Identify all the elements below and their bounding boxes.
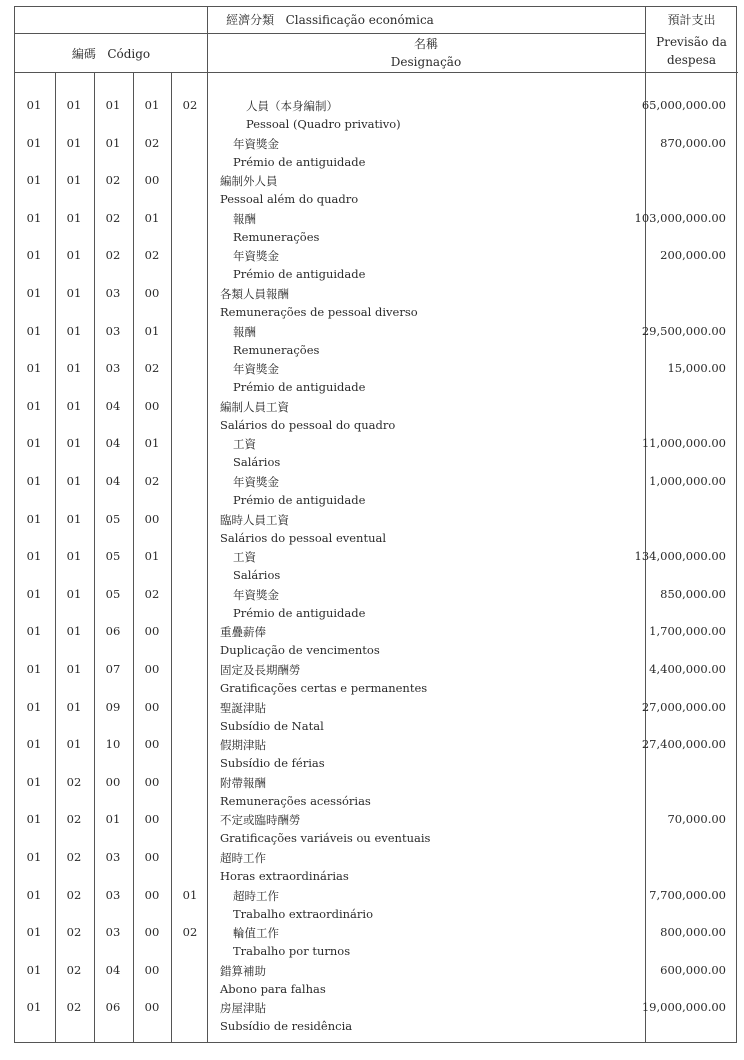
code-cell: 02 — [105, 210, 121, 225]
designation-pt: Salários do pessoal do quadro — [220, 417, 396, 432]
code-cell: 01 — [66, 135, 82, 150]
designation-pt: Duplicação de vencimentos — [220, 643, 380, 658]
amount: 29,500,000.00 — [641, 323, 726, 338]
designation-pt: Subsídio de residência — [220, 1019, 353, 1034]
amount: 1,700,000.00 — [649, 624, 726, 639]
amount: 1,000,000.00 — [649, 474, 726, 488]
amount: 11,000,000.00 — [641, 436, 726, 451]
table-row — [15, 396, 738, 434]
code-cell: 02 — [66, 850, 82, 864]
code-cell: 00 — [144, 286, 160, 300]
code-cell: 01 — [26, 962, 42, 977]
designation-zh: 工資 — [233, 550, 256, 565]
code-cell: 02 — [105, 173, 121, 188]
code-cell: 02 — [182, 98, 198, 112]
code-cell: 01 — [66, 699, 82, 714]
code-cell: 01 — [26, 925, 42, 940]
table-row — [15, 772, 738, 810]
table-row — [15, 283, 738, 321]
designation-zh: 編制人員工資 — [220, 399, 289, 414]
table-row — [15, 960, 738, 998]
forecast-pt-line2: despesa — [666, 53, 717, 67]
amount: 800,000.00 — [660, 925, 726, 940]
designation-header — [207, 35, 645, 71]
code-cell: 00 — [144, 1000, 160, 1015]
code-cell: 03 — [105, 850, 121, 864]
code-cell: 02 — [144, 248, 160, 263]
code-cell: 01 — [105, 98, 121, 112]
code-cell: 00 — [144, 962, 160, 977]
amount: 15,000.00 — [667, 361, 726, 376]
table-row — [15, 734, 738, 772]
code-cell: 01 — [66, 286, 82, 300]
code-cell: 02 — [144, 586, 160, 601]
table-row — [15, 922, 738, 960]
designation-zh: 年資獎金 — [233, 362, 279, 377]
code-cell: 01 — [26, 699, 42, 714]
table-row — [15, 321, 738, 359]
code-cell: 01 — [26, 586, 42, 601]
code-header: 編碼 Código — [71, 47, 151, 61]
amount: 19,000,000.00 — [641, 1000, 726, 1015]
designation-zh: 假期津貼 — [220, 738, 266, 753]
code-cell: 00 — [144, 662, 160, 676]
code-cell: 02 — [66, 774, 82, 789]
amount: 27,000,000.00 — [641, 699, 726, 714]
designation-pt: Prémio de antiguidade — [233, 605, 366, 620]
designation-pt: Prémio de antiguidade — [233, 154, 366, 169]
table-row — [15, 621, 738, 659]
code-cell: 04 — [105, 474, 121, 488]
code-cell: 00 — [144, 511, 160, 526]
code-cell: 02 — [182, 925, 198, 940]
code-cell: 01 — [66, 436, 82, 451]
code-cell: 03 — [105, 887, 121, 902]
designation-zh: 超時工作 — [233, 888, 279, 903]
code-cell: 05 — [105, 511, 121, 526]
amount: 4,400,000.00 — [649, 662, 726, 676]
code-cell: 01 — [66, 586, 82, 601]
designation-pt: Prémio de antiguidade — [233, 267, 366, 282]
code-cell: 04 — [105, 436, 121, 451]
code-cell: 01 — [66, 511, 82, 526]
amount: 70,000.00 — [667, 812, 726, 827]
code-cell: 01 — [105, 135, 121, 150]
designation-zh: 年資獎金 — [233, 249, 279, 264]
code-cell: 01 — [66, 662, 82, 676]
code-cell: 00 — [144, 624, 160, 639]
designation-zh: 名稱 — [413, 37, 438, 51]
code-cell: 01 — [66, 98, 82, 112]
designation-pt: Trabalho extraordinário — [233, 906, 373, 921]
designation-zh: 編制外人員 — [220, 174, 278, 189]
code-cell: 01 — [26, 850, 42, 864]
code-cell: 00 — [144, 398, 160, 413]
designation-pt: Subsídio de Natal — [220, 718, 324, 733]
table-row — [15, 997, 738, 1035]
code-cell: 01 — [144, 323, 160, 338]
code-cell: 01 — [66, 173, 82, 188]
code-cell: 09 — [105, 699, 121, 714]
code-cell: 10 — [105, 737, 121, 752]
table-row — [15, 809, 738, 847]
code-cell: 01 — [26, 248, 42, 263]
code-cell: 01 — [26, 210, 42, 225]
designation-pt: Pessoal (Quadro privativo) — [246, 117, 401, 131]
table-row — [15, 471, 738, 509]
table-row — [15, 847, 738, 885]
table-row — [15, 546, 738, 584]
code-cell: 01 — [26, 323, 42, 338]
code-cell: 01 — [26, 436, 42, 451]
code-cell: 01 — [66, 323, 82, 338]
code-cell: 01 — [144, 98, 160, 112]
designation-pt: Salários — [233, 455, 281, 470]
amount: 870,000.00 — [660, 135, 726, 150]
code-cell: 01 — [26, 511, 42, 526]
designation-zh: 年資獎金 — [233, 475, 279, 489]
designation-pt: Salários — [233, 568, 281, 583]
code-cell: 01 — [26, 624, 42, 639]
designation-pt: Remunerações — [233, 342, 320, 357]
code-cell: 00 — [144, 812, 160, 827]
designation-pt: Remunerações acessórias — [220, 793, 371, 808]
budget-table — [14, 6, 737, 1043]
header-bottom-line — [15, 72, 738, 73]
code-cell: 00 — [144, 774, 160, 789]
code-cell: 02 — [144, 135, 160, 150]
code-cell: 01 — [26, 737, 42, 752]
code-cell: 00 — [144, 699, 160, 714]
code-cell: 02 — [66, 925, 82, 940]
code-cell: 01 — [26, 474, 42, 488]
code-cell: 05 — [105, 549, 121, 564]
table-row — [15, 659, 738, 697]
designation-pt: Abono para falhas — [220, 981, 326, 996]
table-row — [15, 885, 738, 923]
table-row — [15, 358, 738, 396]
amount: 600,000.00 — [660, 962, 726, 977]
designation-pt: Prémio de antiguidade — [233, 380, 366, 395]
code-cell: 01 — [26, 286, 42, 300]
code-cell: 00 — [144, 850, 160, 864]
designation-zh: 重疊薪俸 — [220, 625, 266, 640]
designation-zh: 超時工作 — [220, 851, 266, 865]
code-cell: 00 — [144, 737, 160, 752]
code-cell: 00 — [105, 774, 121, 789]
designation-zh: 報酬 — [233, 211, 256, 226]
designation-pt: Prémio de antiguidade — [233, 493, 366, 507]
code-cell: 00 — [144, 925, 160, 940]
code-cell: 02 — [105, 248, 121, 263]
designation-zh: 房屋津貼 — [220, 1001, 266, 1016]
code-cell: 02 — [66, 812, 82, 827]
code-cell: 01 — [26, 398, 42, 413]
code-cell: 00 — [144, 173, 160, 188]
amount: 103,000,000.00 — [634, 210, 726, 225]
code-cell: 02 — [66, 887, 82, 902]
table-row — [15, 584, 738, 622]
code-cell: 02 — [144, 361, 160, 376]
amount: 65,000,000.00 — [641, 98, 726, 112]
code-cell: 01 — [66, 474, 82, 488]
table-row — [15, 433, 738, 471]
code-cell: 01 — [66, 248, 82, 263]
code-cell: 03 — [105, 925, 121, 940]
code-cell: 03 — [105, 361, 121, 376]
code-cell: 01 — [105, 812, 121, 827]
code-cell: 01 — [144, 436, 160, 451]
code-cell: 04 — [105, 398, 121, 413]
designation-zh: 人員（本身編制） — [246, 99, 338, 113]
amount: 200,000.00 — [660, 248, 726, 263]
designation-pt: Horas extraordinárias — [220, 869, 349, 883]
designation-pt: Gratificações certas e permanentes — [220, 681, 428, 695]
code-cell: 01 — [26, 1000, 42, 1015]
table-row — [15, 133, 738, 171]
table-row — [15, 95, 738, 133]
code-cell: 01 — [26, 361, 42, 376]
code-cell: 01 — [26, 887, 42, 902]
code-cell: 01 — [66, 624, 82, 639]
table-row — [15, 245, 738, 283]
code-cell: 02 — [66, 1000, 82, 1015]
code-cell: 01 — [26, 98, 42, 112]
code-cell: 03 — [105, 323, 121, 338]
code-cell: 01 — [66, 549, 82, 564]
designation-zh: 年資獎金 — [233, 587, 279, 602]
forecast-pt-line1: Previsão da — [656, 35, 727, 49]
forecast-header — [645, 11, 738, 69]
table-row — [15, 697, 738, 735]
designation-zh: 附帶報酬 — [220, 775, 266, 790]
forecast-zh: 預計支出 — [667, 13, 716, 27]
code-cell: 01 — [26, 812, 42, 827]
designation-zh: 報酬 — [233, 324, 256, 339]
code-cell: 01 — [26, 173, 42, 188]
code-cell: 01 — [182, 887, 198, 902]
amount: 134,000,000.00 — [634, 549, 726, 564]
code-cell: 01 — [26, 549, 42, 564]
code-cell: 01 — [26, 774, 42, 789]
header-divider — [15, 33, 645, 34]
code-cell: 01 — [66, 398, 82, 413]
amount: 7,700,000.00 — [649, 887, 726, 902]
designation-pt: Gratificações variáveis ou eventuais — [220, 831, 431, 846]
designation-zh: 工資 — [233, 437, 256, 452]
designation-zh: 固定及長期酬勞 — [220, 663, 301, 677]
code-cell: 07 — [105, 662, 121, 676]
table-row — [15, 208, 738, 246]
designation-pt: Designação — [390, 55, 462, 69]
designation-zh: 聖誕津貼 — [220, 700, 266, 715]
amount: 850,000.00 — [660, 586, 726, 601]
designation-pt: Remunerações — [233, 229, 320, 244]
designation-pt: Trabalho por turnos — [233, 944, 351, 959]
designation-pt: Subsídio de férias — [220, 756, 325, 771]
designation-zh: 各類人員報酬 — [220, 287, 289, 301]
code-cell: 01 — [66, 210, 82, 225]
code-cell: 04 — [105, 962, 121, 977]
code-cell: 02 — [66, 962, 82, 977]
designation-zh: 輪值工作 — [233, 926, 279, 941]
code-cell: 01 — [66, 361, 82, 376]
code-cell: 05 — [105, 586, 121, 601]
code-cell: 06 — [105, 1000, 121, 1015]
code-cell: 01 — [144, 210, 160, 225]
designation-pt: Salários do pessoal eventual — [220, 530, 387, 545]
designation-zh: 錯算補助 — [220, 963, 266, 978]
table-row — [15, 170, 738, 208]
code-cell: 01 — [144, 549, 160, 564]
code-cell: 00 — [144, 887, 160, 902]
code-cell: 01 — [26, 662, 42, 676]
code-cell: 06 — [105, 624, 121, 639]
amount: 27,400,000.00 — [641, 737, 726, 752]
table-row — [15, 509, 738, 547]
code-cell: 03 — [105, 286, 121, 300]
classification-header: 經濟分類 Classificação económica — [226, 13, 434, 27]
code-cell: 01 — [26, 135, 42, 150]
code-cell: 01 — [66, 737, 82, 752]
code-cell: 02 — [144, 474, 160, 488]
designation-zh: 不定或臨時酬勞 — [220, 813, 301, 828]
designation-zh: 臨時人員工資 — [220, 512, 289, 527]
designation-zh: 年資獎金 — [233, 136, 279, 151]
designation-pt: Remunerações de pessoal diverso — [220, 305, 418, 319]
designation-pt: Pessoal além do quadro — [220, 192, 359, 207]
